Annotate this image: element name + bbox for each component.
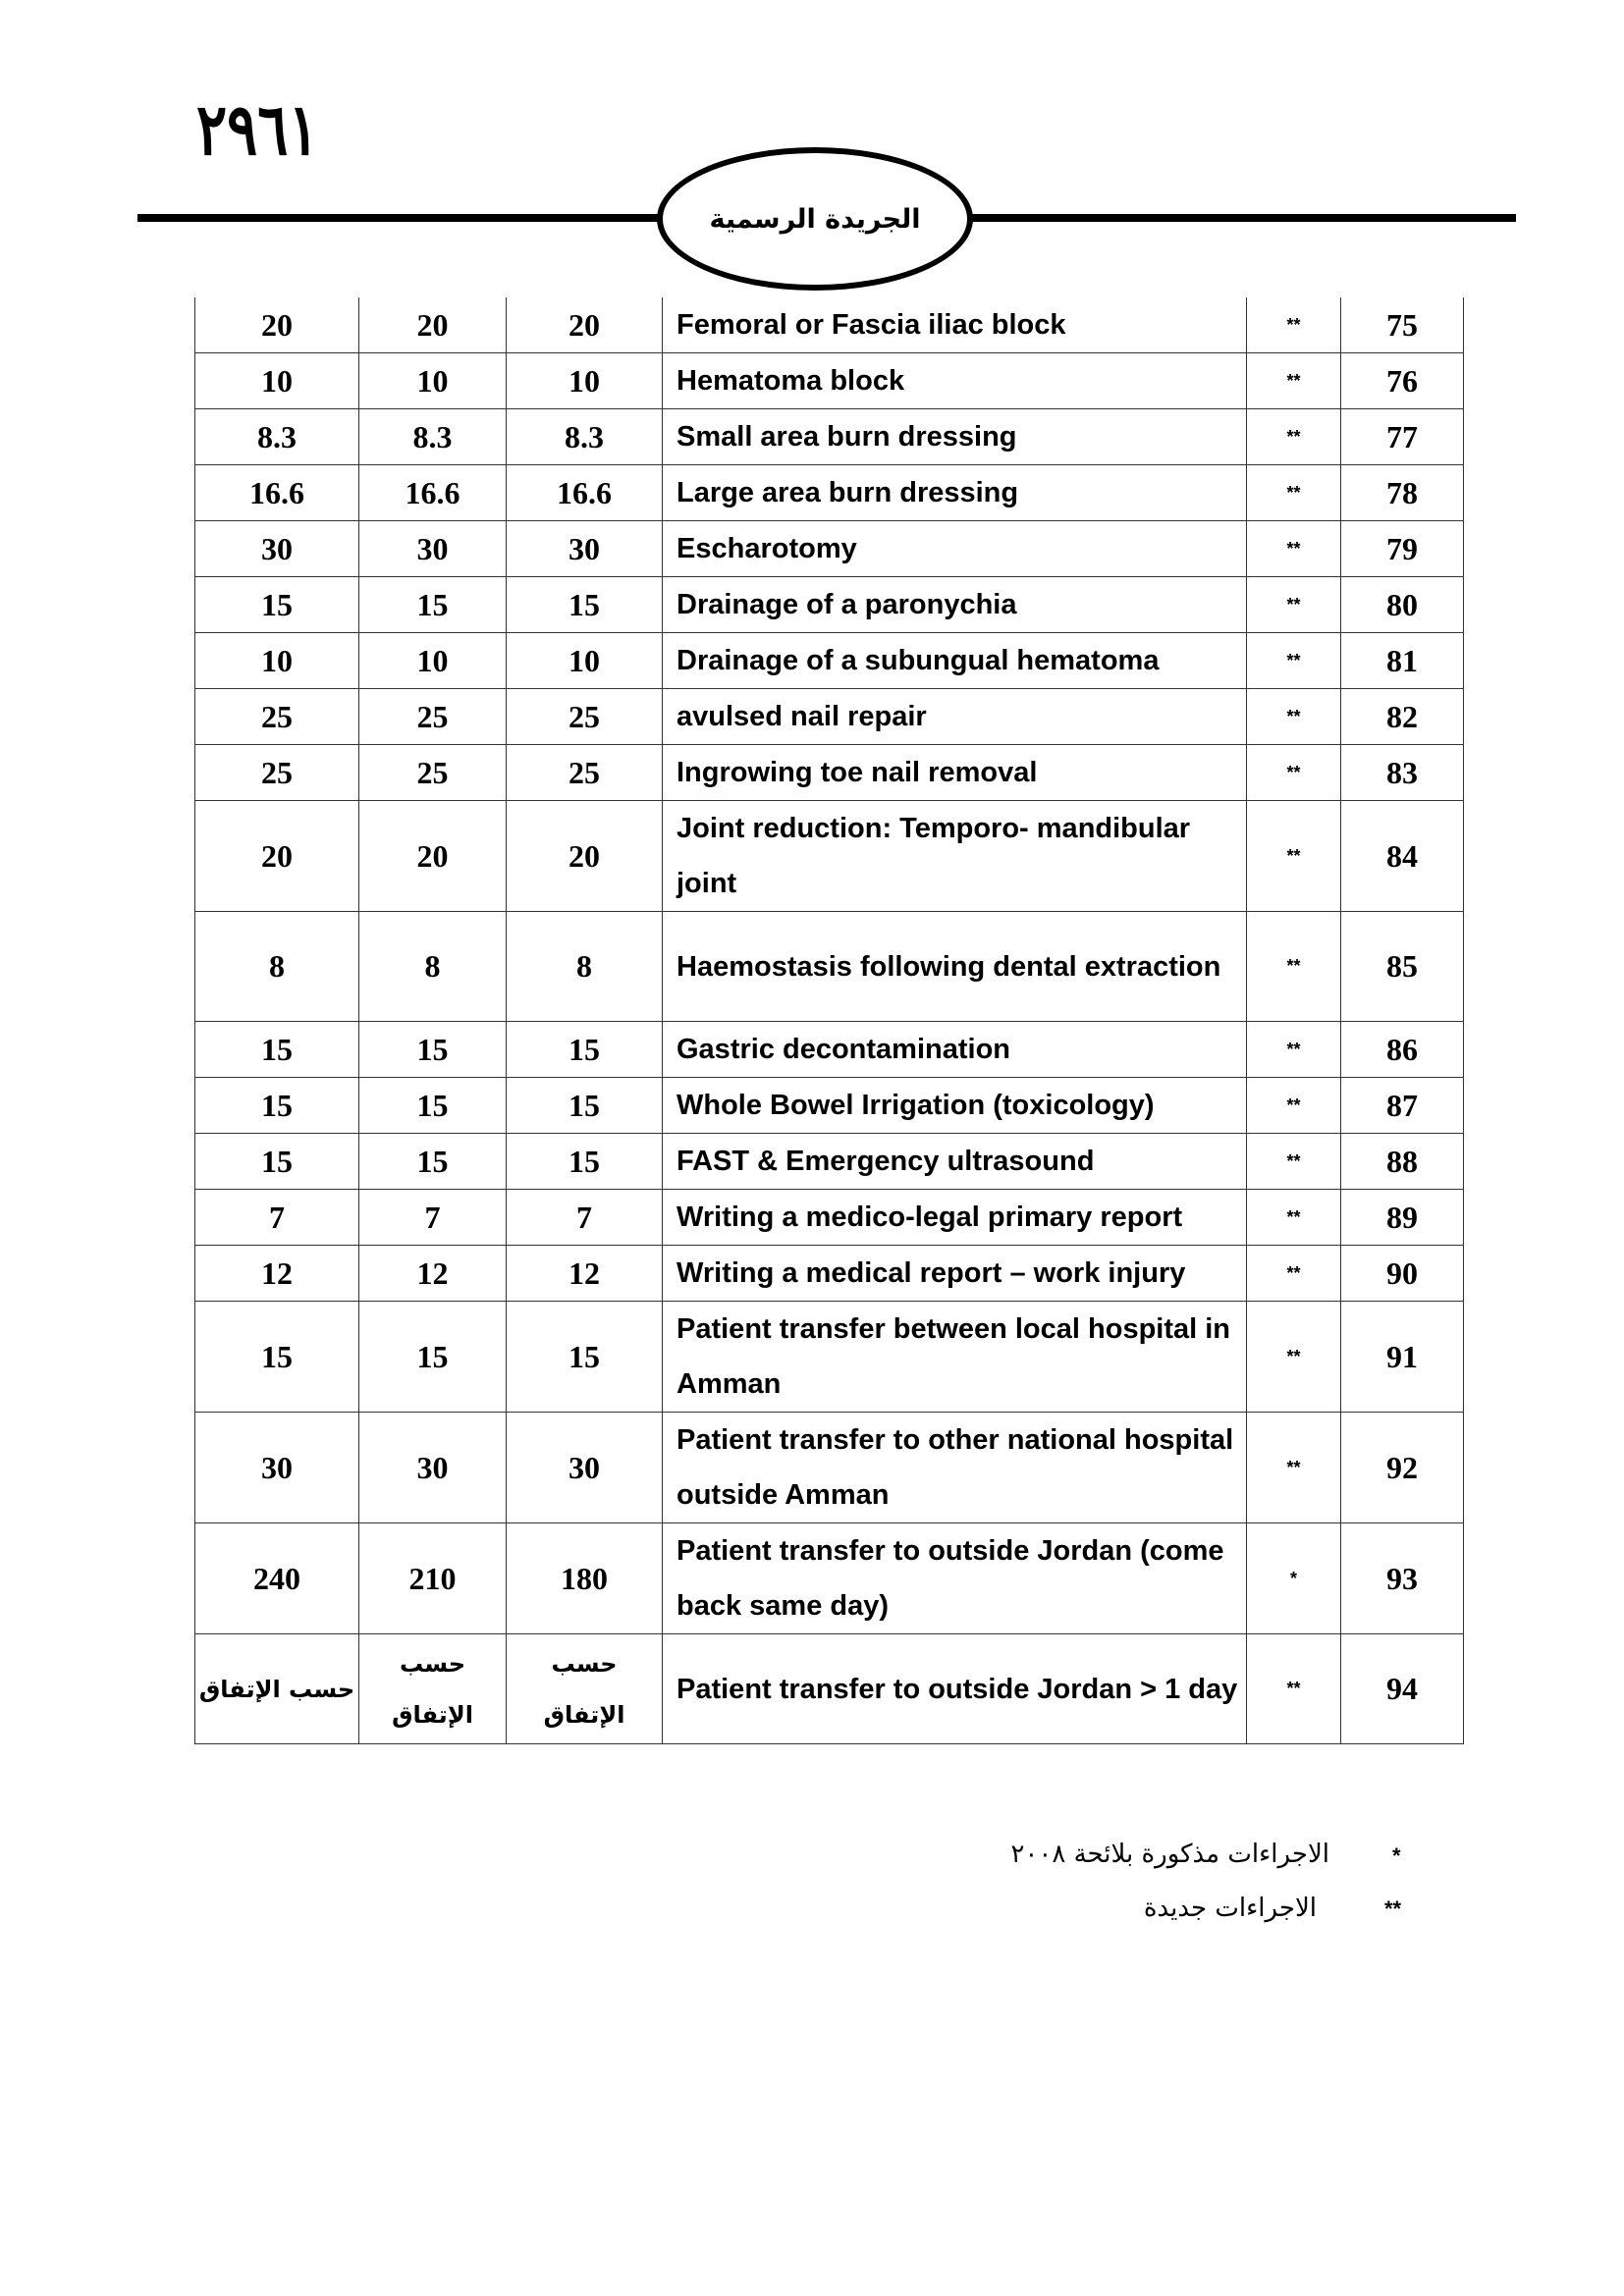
number-cell: 94 <box>1341 1634 1464 1744</box>
fee-cell: 15 <box>507 1078 663 1134</box>
table-row <box>195 465 1464 521</box>
procedure-cell: Large area burn dressing <box>663 465 1247 521</box>
fee-cell: 15 <box>359 577 507 633</box>
mark-cell: ** <box>1247 577 1341 633</box>
page-number: ٢٩٦١ <box>196 87 319 172</box>
table-row <box>195 1246 1464 1302</box>
gazette-seal <box>657 147 973 291</box>
procedure-cell: Hematoma block <box>663 353 1247 409</box>
table-row <box>195 409 1464 465</box>
number-cell: 85 <box>1341 912 1464 1022</box>
fee-cell: 15 <box>195 1022 359 1078</box>
table-row <box>195 1190 1464 1246</box>
fee-cell: 10 <box>507 353 663 409</box>
procedure-cell: Whole Bowel Irrigation (toxicology) <box>663 1078 1247 1134</box>
number-cell: 90 <box>1341 1246 1464 1302</box>
table-row <box>195 801 1464 912</box>
fee-cell: 20 <box>195 801 359 912</box>
fee-cell: 20 <box>359 801 507 912</box>
number-cell: 92 <box>1341 1413 1464 1523</box>
mark-cell: ** <box>1247 353 1341 409</box>
fee-cell: 16.6 <box>195 465 359 521</box>
table-row <box>195 1078 1464 1134</box>
number-cell: 76 <box>1341 353 1464 409</box>
mark-cell: ** <box>1247 633 1341 689</box>
number-cell: 93 <box>1341 1523 1464 1634</box>
fee-cell: 16.6 <box>359 465 507 521</box>
fee-cell: 15 <box>507 1302 663 1413</box>
mark-cell: ** <box>1247 801 1341 912</box>
procedure-cell: Escharotomy <box>663 521 1247 577</box>
table-row <box>195 689 1464 745</box>
fee-cell: 10 <box>359 633 507 689</box>
table-row <box>195 912 1464 1022</box>
fee-cell: 20 <box>359 297 507 353</box>
fee-cell: 12 <box>507 1246 663 1302</box>
fee-cell: 8.3 <box>195 409 359 465</box>
number-cell: 78 <box>1341 465 1464 521</box>
procedure-cell: Patient transfer between local hospital in Amman <box>663 1302 1247 1413</box>
table-row <box>195 297 1464 353</box>
fee-cell: 15 <box>359 1302 507 1413</box>
fee-cell: 10 <box>359 353 507 409</box>
table-row <box>195 1413 1464 1523</box>
number-cell: 88 <box>1341 1134 1464 1190</box>
procedure-cell: FAST & Emergency ultrasound <box>663 1134 1247 1190</box>
number-cell: 84 <box>1341 801 1464 912</box>
fee-cell: 30 <box>507 521 663 577</box>
number-cell: 83 <box>1341 745 1464 801</box>
fee-cell: 16.6 <box>507 465 663 521</box>
number-cell: 87 <box>1341 1078 1464 1134</box>
procedure-cell: avulsed nail repair <box>663 689 1247 745</box>
fee-cell: 15 <box>507 577 663 633</box>
procedures-table <box>194 297 1464 1744</box>
fee-cell: 25 <box>507 689 663 745</box>
table-row <box>195 353 1464 409</box>
fee-cell: 8 <box>195 912 359 1022</box>
fee-cell: 10 <box>507 633 663 689</box>
footnote-mark: * <box>1392 1843 1401 1868</box>
fee-cell: 15 <box>195 1078 359 1134</box>
procedure-cell: Patient transfer to outside Jordan (come back same day) <box>663 1523 1247 1634</box>
fee-cell: 25 <box>195 745 359 801</box>
number-cell: 75 <box>1341 297 1464 353</box>
fee-cell: 20 <box>195 297 359 353</box>
fee-cell: 8.3 <box>359 409 507 465</box>
procedure-cell: Writing a medico-legal primary report <box>663 1190 1247 1246</box>
footnote-text: الاجراءات مذكورة بلائحة ٢٠٠٨ <box>1010 1840 1329 1869</box>
fee-cell: 15 <box>359 1022 507 1078</box>
table-row <box>195 1302 1464 1413</box>
mark-cell: ** <box>1247 912 1341 1022</box>
number-cell: 81 <box>1341 633 1464 689</box>
mark-cell: ** <box>1247 1634 1341 1744</box>
table-row <box>195 633 1464 689</box>
mark-cell: ** <box>1247 1022 1341 1078</box>
mark-cell: ** <box>1247 521 1341 577</box>
table-row <box>195 745 1464 801</box>
mark-cell: ** <box>1247 1078 1341 1134</box>
procedure-cell: Haemostasis following dental extraction <box>663 912 1247 1022</box>
fee-cell: 15 <box>507 1134 663 1190</box>
procedure-cell: Gastric decontamination <box>663 1022 1247 1078</box>
footnote-text: الاجراءات جديدة <box>1143 1894 1317 1923</box>
fee-cell: 7 <box>507 1190 663 1246</box>
number-cell: 91 <box>1341 1302 1464 1413</box>
fee-cell: حسب الإتفاق <box>359 1634 507 1744</box>
fee-cell: 15 <box>359 1078 507 1134</box>
table-row <box>195 1634 1464 1744</box>
fee-cell: 210 <box>359 1523 507 1634</box>
fee-cell: 15 <box>507 1022 663 1078</box>
mark-cell: ** <box>1247 1190 1341 1246</box>
mark-cell: ** <box>1247 745 1341 801</box>
table-row <box>195 1022 1464 1078</box>
procedure-cell: Ingrowing toe nail removal <box>663 745 1247 801</box>
mark-cell: ** <box>1247 297 1341 353</box>
procedure-cell: Patient transfer to outside Jordan > 1 day <box>663 1634 1247 1744</box>
fee-cell: 25 <box>359 745 507 801</box>
fee-cell: 7 <box>359 1190 507 1246</box>
fee-cell: 25 <box>507 745 663 801</box>
fee-cell: 7 <box>195 1190 359 1246</box>
fee-cell: 20 <box>507 801 663 912</box>
number-cell: 79 <box>1341 521 1464 577</box>
fee-cell: 12 <box>359 1246 507 1302</box>
number-cell: 86 <box>1341 1022 1464 1078</box>
number-cell: 80 <box>1341 577 1464 633</box>
procedure-cell: Small area burn dressing <box>663 409 1247 465</box>
fee-cell: 12 <box>195 1246 359 1302</box>
footnote-mark: ** <box>1384 1896 1402 1921</box>
fee-cell: 8 <box>359 912 507 1022</box>
fee-cell: 25 <box>359 689 507 745</box>
fee-cell: 15 <box>195 1302 359 1413</box>
procedure-cell: Patient transfer to other national hospital outside Amman <box>663 1413 1247 1523</box>
fee-cell: حسب الإتفاق <box>195 1634 359 1744</box>
procedure-cell: Joint reduction: Temporo- mandibular joint <box>663 801 1247 912</box>
mark-cell: ** <box>1247 409 1341 465</box>
fee-cell: حسب الإتفاق <box>507 1634 663 1744</box>
fee-cell: 30 <box>359 1413 507 1523</box>
fee-cell: 8 <box>507 912 663 1022</box>
number-cell: 77 <box>1341 409 1464 465</box>
mark-cell: ** <box>1247 1246 1341 1302</box>
procedure-cell: Drainage of a subungual hematoma <box>663 633 1247 689</box>
mark-cell: ** <box>1247 1302 1341 1413</box>
fee-cell: 20 <box>507 297 663 353</box>
mark-cell: * <box>1247 1523 1341 1634</box>
fee-cell: 30 <box>359 521 507 577</box>
procedure-cell: Writing a medical report – work injury <box>663 1246 1247 1302</box>
fee-cell: 30 <box>195 1413 359 1523</box>
fee-cell: 15 <box>359 1134 507 1190</box>
fee-cell: 30 <box>195 521 359 577</box>
number-cell: 89 <box>1341 1190 1464 1246</box>
fee-cell: 15 <box>195 577 359 633</box>
procedure-cell: Drainage of a paronychia <box>663 577 1247 633</box>
fee-cell: 25 <box>195 689 359 745</box>
fee-cell: 240 <box>195 1523 359 1634</box>
fee-cell: 8.3 <box>507 409 663 465</box>
fee-cell: 30 <box>507 1413 663 1523</box>
mark-cell: ** <box>1247 1413 1341 1523</box>
number-cell: 82 <box>1341 689 1464 745</box>
table-row <box>195 1134 1464 1190</box>
procedure-cell: Femoral or Fascia iliac block <box>663 297 1247 353</box>
table-row <box>195 577 1464 633</box>
gazette-title: الجريدة الرسمية <box>709 203 921 235</box>
fee-cell: 180 <box>507 1523 663 1634</box>
mark-cell: ** <box>1247 689 1341 745</box>
fee-cell: 10 <box>195 353 359 409</box>
table-row <box>195 521 1464 577</box>
fee-cell: 15 <box>195 1134 359 1190</box>
mark-cell: ** <box>1247 465 1341 521</box>
table-row <box>195 1523 1464 1634</box>
mark-cell: ** <box>1247 1134 1341 1190</box>
fee-cell: 10 <box>195 633 359 689</box>
